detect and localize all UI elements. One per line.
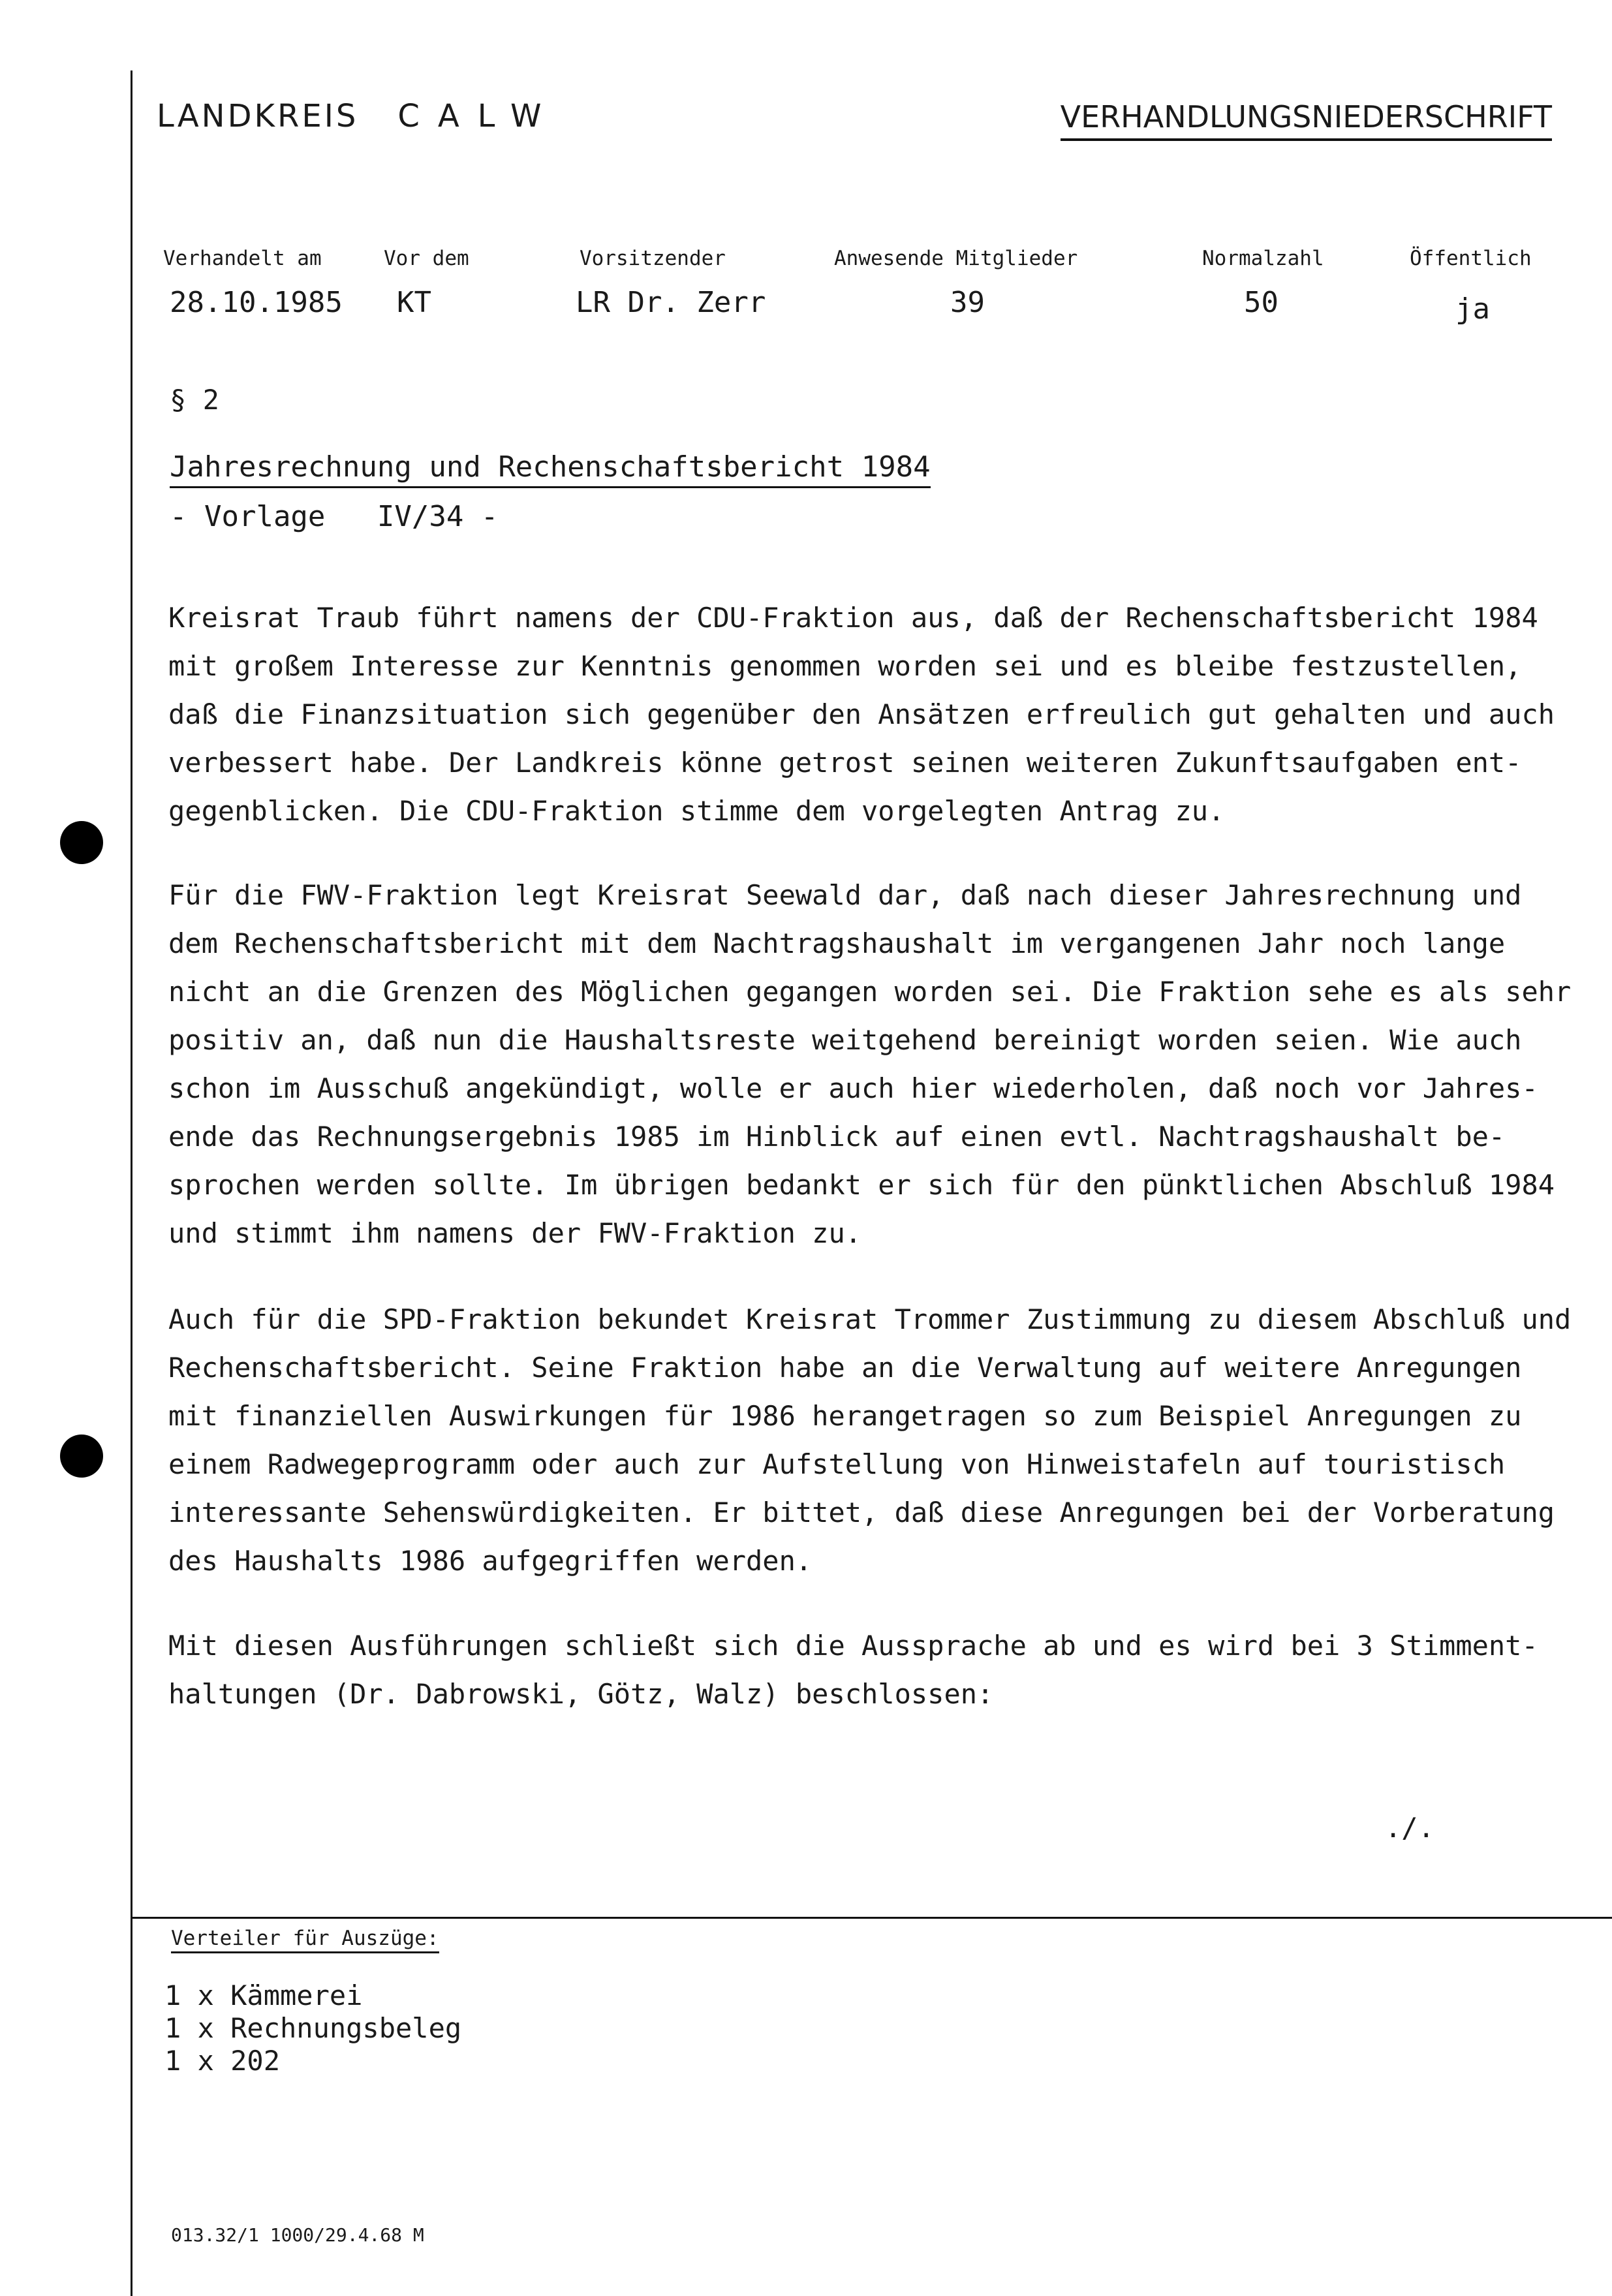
- organization-name: LANDKREIS CALW: [157, 98, 560, 134]
- paragraph-line: des Haushalts 1986 aufgegriffen werden.: [168, 1545, 813, 1577]
- distribution-item: 1 x Kämmerei: [164, 1979, 363, 2011]
- paragraph-spd: [168, 1295, 1571, 1585]
- document-type: VERHANDLUNGSNIEDERSCHRIFT: [1061, 99, 1552, 141]
- value-normalzahl: 50: [1244, 286, 1279, 319]
- label-normalzahl: Normalzahl: [1202, 247, 1324, 270]
- paragraph-line: dem Rechenschaftsbericht mit dem Nachtragshaushalt im vergangenen Jahr noch lange: [168, 927, 1506, 959]
- paragraph-cdu: [168, 594, 1555, 835]
- value-date: 28.10.1985: [170, 286, 343, 319]
- label-vorsitzender: Vorsitzender: [580, 247, 726, 270]
- distribution-item: 1 x Rechnungsbeleg: [164, 2012, 462, 2044]
- paragraph-line: und stimmt ihm namens der FWV-Fraktion zu.: [168, 1217, 862, 1249]
- paragraph-line: interessante Sehenswürdigkeiten. Er bittet, daß diese Anregungen bei der Vorberatung: [168, 1497, 1555, 1528]
- vorlage-reference: - Vorlage IV/34 -: [170, 500, 499, 533]
- paragraph-line: Mit diesen Ausführungen schließt sich die Aussprache ab und es wird bei 3 Stimment-: [168, 1630, 1538, 1662]
- paragraph-line: mit großem Interesse zur Kenntnis genommen worden sei und es bleibe festzustellen,: [168, 650, 1522, 682]
- label-verhandelt-am: Verhandelt am: [163, 247, 322, 270]
- paragraph-line: sprochen werden sollte. Im übrigen bedankt er sich für den pünktlichen Abschluß 1984: [168, 1169, 1555, 1201]
- continuation-mark: ./.: [1385, 1812, 1434, 1844]
- label-oeffentlich: Öffentlich: [1410, 247, 1532, 270]
- paragraph-line: gegenblicken. Die CDU-Fraktion stimme dem vorgelegten Antrag zu.: [168, 795, 1225, 827]
- paragraph-line: einem Radwegeprogramm oder auch zur Aufstellung von Hinweistafeln auf touristisch: [168, 1448, 1506, 1480]
- label-anwesende-mitglieder: Anwesende Mitglieder: [834, 247, 1078, 270]
- value-vor-dem: KT: [397, 286, 431, 319]
- section-number: § 2: [170, 384, 219, 416]
- distribution-heading: Verteiler für Auszüge:: [171, 1927, 439, 1953]
- distribution-list: [164, 1979, 461, 2077]
- value-members-present: 39: [950, 286, 985, 319]
- punch-hole-lower: [60, 1435, 103, 1478]
- section-title: Jahresrechnung und Rechenschaftsbericht 1984: [170, 450, 931, 488]
- paragraph-line: daß die Finanzsituation sich gegenüber den Ansätzen erfreulich gut gehalten und auch: [168, 698, 1555, 730]
- paragraph-line: verbessert habe. Der Landkreis könne getrost seinen weiteren Zukunftsaufgaben ent-: [168, 747, 1522, 779]
- value-chair: LR Dr. Zerr: [576, 286, 766, 319]
- distribution-item: 1 x 202: [164, 2045, 281, 2077]
- paragraph-line: mit finanziellen Auswirkungen für 1986 herangetragen so zum Beispiel Anregungen zu: [168, 1400, 1522, 1432]
- paragraph-line: Für die FWV-Fraktion legt Kreisrat Seewald dar, daß nach dieser Jahresrechnung und: [168, 879, 1522, 911]
- left-margin-rule: [131, 70, 132, 2296]
- paragraph-line: nicht an die Grenzen des Möglichen gegangen worden sei. Die Fraktion sehe es als sehr: [168, 976, 1572, 1008]
- paragraph-resolution: [168, 1622, 1538, 1718]
- punch-hole-upper: [60, 821, 103, 864]
- label-vor-dem: Vor dem: [384, 247, 469, 270]
- value-public: ja: [1455, 292, 1490, 326]
- paragraph-line: Kreisrat Traub führt namens der CDU-Fraktion aus, daß der Rechenschaftsbericht 1984: [168, 602, 1538, 634]
- paragraph-line: ende das Rechnungsergebnis 1985 im Hinblick auf einen evtl. Nachtragshaushalt be-: [168, 1121, 1506, 1153]
- paragraph-line: Rechenschaftsbericht. Seine Fraktion habe an die Verwaltung auf weitere Anregungen: [168, 1352, 1522, 1384]
- paragraph-line: positiv an, daß nun die Haushaltsreste weitgehend bereinigt worden seien. Wie auch: [168, 1024, 1522, 1056]
- form-code: 013.32/1 1000/29.4.68 M: [171, 2224, 424, 2246]
- paragraph-line: haltungen (Dr. Dabrowski, Götz, Walz) beschlossen:: [168, 1678, 994, 1710]
- paragraph-line: schon im Ausschuß angekündigt, wolle er auch hier wiederholen, daß noch vor Jahres-: [168, 1072, 1538, 1104]
- distribution-separator-rule: [131, 1917, 1612, 1919]
- paragraph-line: Auch für die SPD-Fraktion bekundet Kreisrat Trommer Zustimmung zu diesem Abschluß und: [168, 1303, 1572, 1335]
- organization-place: CALW: [397, 98, 560, 134]
- paragraph-fwv: [168, 871, 1571, 1258]
